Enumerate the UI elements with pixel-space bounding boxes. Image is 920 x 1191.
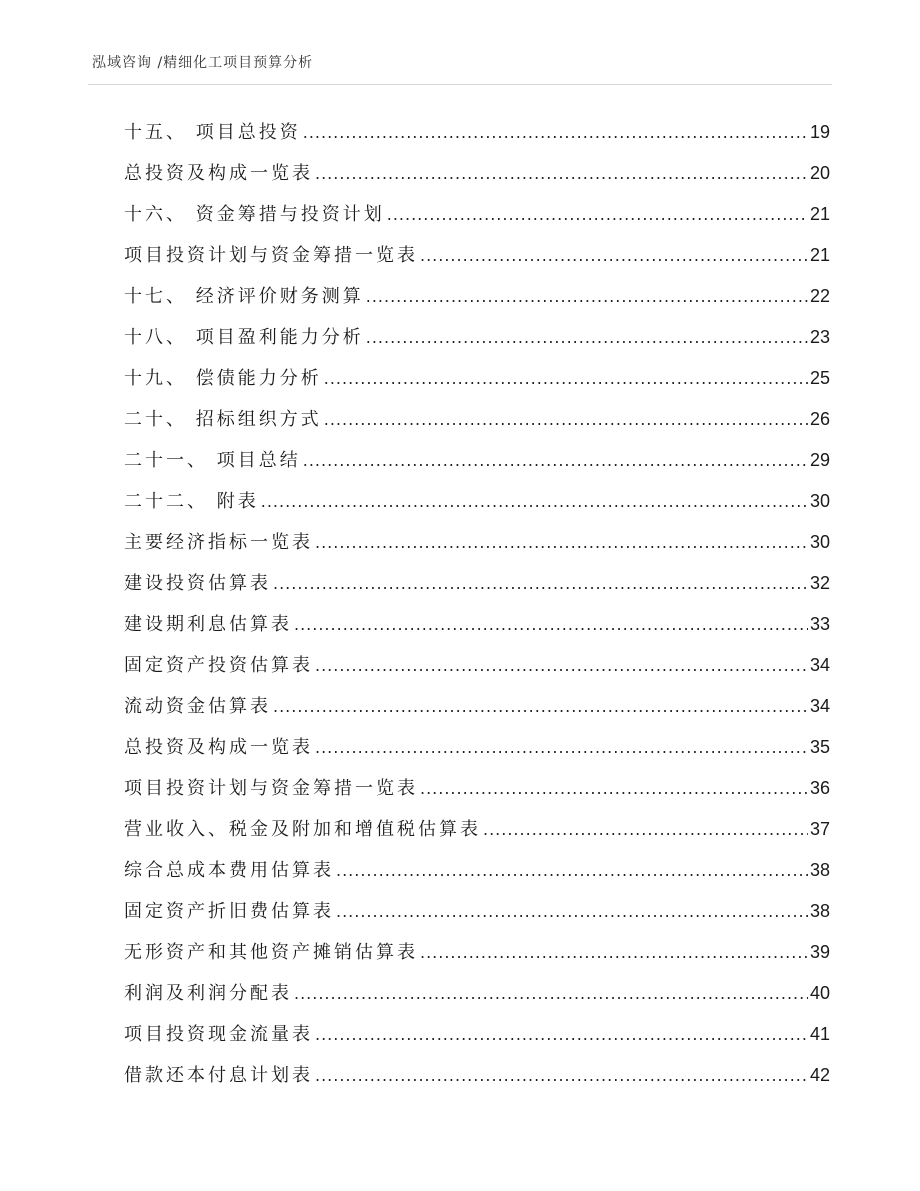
toc-entry-title: 借款还本付息计划表 bbox=[124, 1065, 313, 1086]
toc-leader-dots bbox=[336, 902, 808, 921]
toc-entry[interactable] bbox=[124, 1061, 830, 1102]
toc-leader-dots bbox=[294, 615, 808, 634]
toc-entry-title: 十八、 项目盈利能力分析 bbox=[124, 327, 364, 348]
toc-leader-dots bbox=[315, 656, 808, 675]
toc-entry[interactable] bbox=[124, 1020, 830, 1061]
toc-entry[interactable] bbox=[124, 938, 830, 979]
toc-entry-title: 项目投资计划与资金筹措一览表 bbox=[124, 245, 418, 266]
toc-entry-title: 建设期利息估算表 bbox=[124, 614, 292, 635]
toc-entry-title: 总投资及构成一览表 bbox=[124, 163, 313, 184]
toc-entry-page: 22 bbox=[809, 286, 830, 306]
toc-entry[interactable] bbox=[124, 979, 830, 1020]
toc-entry-page: 29 bbox=[809, 450, 830, 470]
toc-leader-dots bbox=[273, 697, 808, 716]
toc-entry[interactable] bbox=[124, 569, 830, 610]
toc-entry-title: 流动资金估算表 bbox=[124, 696, 271, 717]
toc-entry-title: 二十一、 项目总结 bbox=[124, 450, 301, 471]
toc-leader-dots bbox=[324, 410, 808, 429]
toc-entry-page: 21 bbox=[809, 245, 830, 265]
toc-entry[interactable] bbox=[124, 856, 830, 897]
toc-entry-title: 利润及利润分配表 bbox=[124, 983, 292, 1004]
toc-entry-title: 固定资产折旧费估算表 bbox=[124, 901, 334, 922]
toc-entry-page: 32 bbox=[809, 573, 830, 593]
toc-leader-dots bbox=[483, 820, 808, 839]
toc-leader-dots bbox=[273, 574, 808, 593]
toc-entry-page: 34 bbox=[809, 696, 830, 716]
toc-entry[interactable] bbox=[124, 118, 830, 159]
toc-leader-dots bbox=[315, 1066, 808, 1085]
toc-leader-dots bbox=[315, 164, 808, 183]
toc-entry-page: 38 bbox=[809, 901, 830, 921]
toc-entry-title: 二十、 招标组织方式 bbox=[124, 409, 322, 430]
toc-entry-title: 十六、 资金筹措与投资计划 bbox=[124, 204, 385, 225]
toc-entry-page: 30 bbox=[809, 491, 830, 511]
toc-entry-page: 25 bbox=[809, 368, 830, 388]
toc-entry[interactable] bbox=[124, 897, 830, 938]
toc-entry-title: 十七、 经济评价财务测算 bbox=[124, 286, 364, 307]
toc-entry-title: 十五、 项目总投资 bbox=[124, 122, 301, 143]
toc-entry[interactable] bbox=[124, 651, 830, 692]
toc-leader-dots bbox=[294, 984, 808, 1003]
toc-entry-title: 无形资产和其他资产摊销估算表 bbox=[124, 942, 418, 963]
toc-entry[interactable] bbox=[124, 528, 830, 569]
toc-leader-dots bbox=[366, 328, 808, 347]
toc-entry-title: 二十二、 附表 bbox=[124, 491, 259, 512]
toc-entry-title: 综合总成本费用估算表 bbox=[124, 860, 334, 881]
toc-entry-page: 23 bbox=[809, 327, 830, 347]
toc-entry-title: 营业收入、税金及附加和增值税估算表 bbox=[124, 819, 481, 840]
toc-entry-page: 38 bbox=[809, 860, 830, 880]
toc-entry[interactable] bbox=[124, 446, 830, 487]
toc-leader-dots bbox=[420, 943, 808, 962]
toc-entry-title: 项目投资现金流量表 bbox=[124, 1024, 313, 1045]
toc-entry[interactable] bbox=[124, 815, 830, 856]
toc-entry-page: 39 bbox=[809, 942, 830, 962]
toc-entry-title: 建设投资估算表 bbox=[124, 573, 271, 594]
toc-leader-dots bbox=[315, 1025, 808, 1044]
toc-entry[interactable] bbox=[124, 733, 830, 774]
page-header: 泓域咨询 /精细化工项目预算分析 bbox=[92, 55, 314, 71]
toc-entry[interactable] bbox=[124, 405, 830, 446]
toc-entry[interactable] bbox=[124, 241, 830, 282]
toc-entry-page: 36 bbox=[809, 778, 830, 798]
toc-entry[interactable] bbox=[124, 364, 830, 405]
toc-entry-page: 35 bbox=[809, 737, 830, 757]
toc-entry-page: 20 bbox=[809, 163, 830, 183]
toc-entry[interactable] bbox=[124, 323, 830, 364]
toc-entry-page: 40 bbox=[809, 983, 830, 1003]
toc-entry-title: 固定资产投资估算表 bbox=[124, 655, 313, 676]
toc-entry-page: 26 bbox=[809, 409, 830, 429]
toc-entry-page: 19 bbox=[809, 122, 830, 142]
toc-entry[interactable] bbox=[124, 487, 830, 528]
toc-entry[interactable] bbox=[124, 282, 830, 323]
toc-entry[interactable] bbox=[124, 200, 830, 241]
toc-entry[interactable] bbox=[124, 159, 830, 200]
toc-entry-title: 主要经济指标一览表 bbox=[124, 532, 313, 553]
toc-leader-dots bbox=[420, 246, 808, 265]
toc-entry-page: 33 bbox=[809, 614, 830, 634]
toc-leader-dots bbox=[315, 533, 808, 552]
toc-entry[interactable] bbox=[124, 692, 830, 733]
toc-leader-dots bbox=[303, 123, 808, 142]
toc-entry[interactable] bbox=[124, 774, 830, 815]
toc-leader-dots bbox=[324, 369, 808, 388]
toc-leader-dots bbox=[315, 738, 808, 757]
toc-leader-dots bbox=[420, 779, 808, 798]
toc-entry-page: 37 bbox=[809, 819, 830, 839]
header-divider bbox=[88, 84, 832, 85]
toc-entry-page: 34 bbox=[809, 655, 830, 675]
toc-leader-dots bbox=[366, 287, 808, 306]
toc-entry[interactable] bbox=[124, 610, 830, 651]
toc-entry-page: 41 bbox=[809, 1024, 830, 1044]
toc-leader-dots bbox=[387, 205, 808, 224]
toc-leader-dots bbox=[303, 451, 808, 470]
toc-entry-title: 项目投资计划与资金筹措一览表 bbox=[124, 778, 418, 799]
toc-entry-page: 21 bbox=[809, 204, 830, 224]
toc-leader-dots bbox=[336, 861, 808, 880]
toc-entry-title: 总投资及构成一览表 bbox=[124, 737, 313, 758]
toc-entry-page: 30 bbox=[809, 532, 830, 552]
toc-leader-dots bbox=[261, 492, 808, 511]
toc-entry-title: 十九、 偿债能力分析 bbox=[124, 368, 322, 389]
table-of-contents bbox=[124, 118, 830, 1102]
toc-entry-page: 42 bbox=[809, 1065, 830, 1085]
